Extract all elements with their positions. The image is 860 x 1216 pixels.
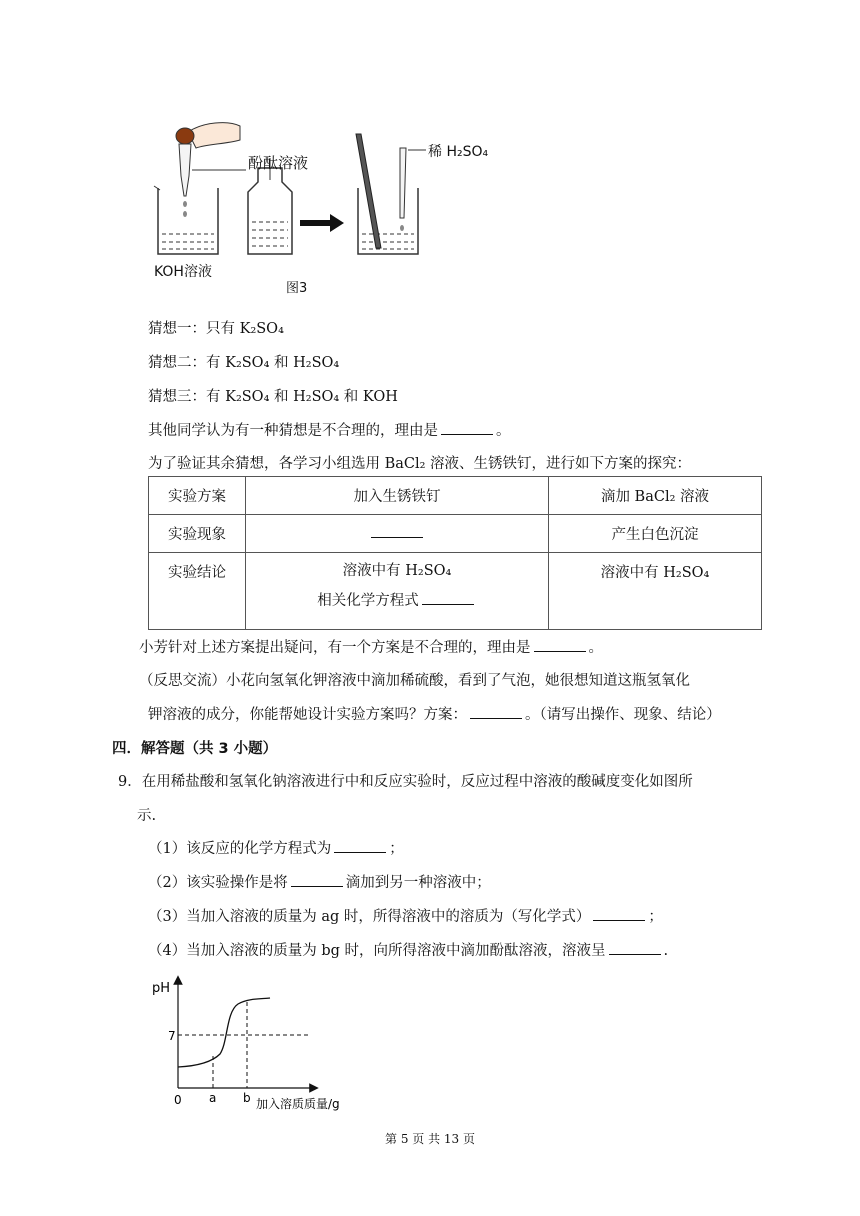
table-cell: 溶液中有 H₂SO₄ [549,553,762,630]
answer-blank[interactable] [371,523,423,538]
para-reflect-2 [148,703,721,724]
answer-blank[interactable] [593,906,645,921]
cell-line [250,581,544,621]
table-row [149,477,762,515]
q9-sub1-end: ； [389,841,404,857]
figure-3 [148,118,508,298]
para-unreasonable [148,419,511,440]
table-row [149,515,762,553]
q9-sub4-end: . [663,943,669,959]
experiment-table [148,476,762,630]
answer-blank[interactable] [291,872,343,887]
para-reflect-end: 。（请写出操作、现象、结论） [525,707,721,723]
section-heading: 四．解答题（共 3 小题） [112,741,278,757]
answer-blank[interactable] [534,637,586,652]
q9-sub4-text: （4）当加入溶液的质量为 bg 时，向所得溶液中滴加酚酞溶液，溶液呈 [148,943,606,959]
table-cell: 实验现象 [149,515,246,553]
q9-sub1 [148,837,404,858]
q9-line1: 9．在用稀盐酸和氢氧化钠溶液进行中和反应实验时，反应过程中溶液的酸碱度变化如图所 [118,774,693,790]
answer-blank[interactable] [470,704,522,719]
table-cell: 加入生锈铁钉 [246,477,549,515]
para-end: 。 [496,423,511,439]
page-footer: 第 5 页 共 13 页 [385,1132,475,1146]
dropper-tube [179,144,191,196]
table-cell: 产生白色沉淀 [549,515,762,553]
y-axis-label: pH [152,981,171,996]
x-tick-0: 0 [174,1093,182,1107]
x-tick-b: b [243,1091,251,1105]
hand-illustration [188,123,240,148]
guess-2: 猜想二：有 K₂SO₄ 和 H₂SO₄ [148,355,340,371]
beaker-result [356,134,426,254]
para-verify: 为了验证其余猜想，各学习小组选用 BaCl₂ 溶液、生锈铁钉，进行如下方案的探究： [148,456,692,472]
cell-text: 相关化学方程式 [317,593,419,609]
answer-blank[interactable] [441,420,493,435]
table-cell [246,553,549,630]
y-tick-7: 7 [168,1029,176,1043]
x-tick-a: a [209,1091,217,1105]
x-axis-label: 加入溶质质量/g [256,1097,340,1111]
answer-blank[interactable] [422,590,474,605]
para-reflect-1: （反思交流）小花向氢氧化钾溶液中滴加稀硫酸，看到了气泡，她很想知道这瓶氢氧化 [139,673,690,689]
guess-1: 猜想一：只有 K₂SO₄ [148,321,284,337]
label-acid: 稀 H₂SO₄ [428,144,489,160]
table-cell: 滴加 BaCl₂ 溶液 [549,477,762,515]
table-cell [246,515,549,553]
reagent-bottle [248,158,292,254]
q9-sub4 [148,939,668,960]
table-cell: 实验方案 [149,477,246,515]
q9-sub2-end: 滴加到另一种溶液中； [345,875,491,891]
table-row [149,553,762,630]
para-unreasonable-text: 其他同学认为有一种猜想是不合理的，理由是 [148,423,438,439]
label-beaker: KOH溶液 [154,264,212,280]
para-doubt-text: 小芳针对上述方案提出疑问，有一个方案是不合理的，理由是 [139,640,531,656]
label-indicator: 酚酞溶液 [248,154,309,172]
q9-sub3-text: （3）当加入溶液的质量为 ag 时，所得溶液中的溶质为（写化学式） [148,909,591,925]
cell-line: 溶液中有 H₂SO₄ [342,563,452,579]
figure-caption: 图3 [286,281,308,296]
dropper-bulb [176,128,194,144]
para-doubt [139,636,603,657]
q9-line2: 示. [137,808,157,824]
q9-sub3 [148,905,663,926]
q9-sub1-text: （1）该反应的化学方程式为 [148,841,332,857]
ph-chart [148,972,378,1118]
q9-sub3-end: ； [648,909,663,925]
answer-blank[interactable] [609,940,661,955]
ph-curve [178,998,270,1067]
q9-sub2-text: （2）该实验操作是将 [148,875,288,891]
arrow-right-icon [300,214,344,232]
answer-blank[interactable] [334,838,386,853]
para-reflect-text: 钾溶液的成分，你能帮她设计实验方案吗？方案： [148,707,467,723]
q9-sub2 [148,871,491,892]
guess-3: 猜想三：有 K₂SO₄ 和 H₂SO₄ 和 KOH [148,389,398,405]
table-cell: 实验结论 [149,553,246,630]
para-end: 。 [588,640,603,656]
